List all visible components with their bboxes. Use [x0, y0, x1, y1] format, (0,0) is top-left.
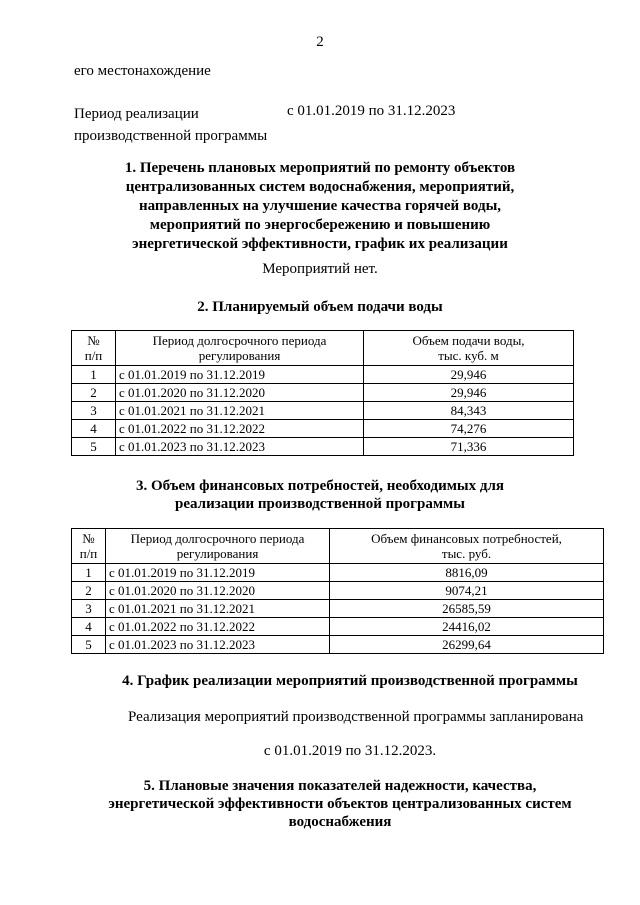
section4-text-line2: с 01.01.2019 по 31.12.2023. [263, 743, 437, 759]
row-value-cell: 26299,64 [330, 636, 604, 654]
section3-title-line: реализации производственной программы [175, 496, 465, 512]
row-period-cell: с 01.01.2021 по 31.12.2021 [116, 402, 364, 420]
table-row [72, 384, 574, 402]
section5-title-line: водоснабжения [288, 814, 392, 830]
section3-title [0, 477, 640, 513]
row-value-cell: 29,946 [364, 366, 574, 384]
location-line: его местонахождение [74, 63, 211, 79]
table-row [72, 618, 604, 636]
row-value-cell: 71,336 [364, 438, 574, 456]
row-number-cell: 5 [72, 636, 106, 654]
page-number: 2 [316, 34, 324, 50]
row-number-cell: 1 [72, 564, 106, 582]
col-header-number: № п/п [72, 331, 116, 366]
table-row [72, 438, 574, 456]
col-header-number: № п/п [72, 529, 106, 564]
row-number-cell: 3 [72, 600, 106, 618]
row-period-cell: с 01.01.2022 по 31.12.2022 [116, 420, 364, 438]
section1-title-line: мероприятий по энергосбережению и повышению [149, 217, 491, 233]
row-number-cell: 2 [72, 582, 106, 600]
period-value: с 01.01.2019 по 31.12.2023 [287, 103, 456, 119]
table-row [72, 402, 574, 420]
row-value-cell: 26585,59 [330, 600, 604, 618]
row-period-cell: с 01.01.2023 по 31.12.2023 [116, 438, 364, 456]
table-row [72, 420, 574, 438]
row-period-cell: с 01.01.2020 по 31.12.2020 [116, 384, 364, 402]
table-row [72, 636, 604, 654]
row-value-cell: 84,343 [364, 402, 574, 420]
table-header-row [72, 331, 574, 366]
section1-title-line: 1. Перечень плановых мероприятий по ремонту объектов [124, 160, 516, 176]
table-row [72, 564, 604, 582]
section1-text: Мероприятий нет. [262, 261, 378, 277]
period-label-line2: производственной программы [74, 128, 268, 144]
col-header-finance: Объем финансовых потребностей, тыс. руб. [330, 529, 604, 564]
row-value-cell: 29,946 [364, 384, 574, 402]
table-row [72, 366, 574, 384]
section3-title-line: 3. Объем финансовых потребностей, необходимых для [135, 478, 505, 494]
row-period-cell: с 01.01.2019 по 31.12.2019 [106, 564, 330, 582]
section5-title-line: 5. Плановые значения показателей надежности, качества, [143, 778, 537, 794]
finance-table [71, 528, 604, 654]
row-number-cell: 4 [72, 618, 106, 636]
col-header-volume: Объем подачи воды, тыс. куб. м [364, 331, 574, 366]
row-number-cell: 3 [72, 402, 116, 420]
table-header-row [72, 529, 604, 564]
section2-title: 2. Планируемый объем подачи воды [197, 299, 443, 315]
row-number-cell: 2 [72, 384, 116, 402]
section1-title-line: централизованных систем водоснабжения, мероприятий, [125, 179, 515, 195]
row-number-cell: 4 [72, 420, 116, 438]
row-period-cell: с 01.01.2023 по 31.12.2023 [106, 636, 330, 654]
row-number-cell: 5 [72, 438, 116, 456]
row-number-cell: 1 [72, 366, 116, 384]
section1-title [0, 159, 640, 254]
section1-title-line: энергетической эффективности, график их реализации [132, 236, 508, 252]
section4-text-line1: Реализация мероприятий производственной программы запланирована [128, 709, 584, 725]
table-row [72, 600, 604, 618]
section1-title-line: направленных на улучшение качества горячей воды, [138, 198, 502, 214]
col-header-period: Период долгосрочного периода регулирования [116, 331, 364, 366]
section5-title-line: энергетической эффективности объектов централизованных систем [108, 796, 572, 812]
row-value-cell: 74,276 [364, 420, 574, 438]
period-label [74, 103, 267, 147]
row-value-cell: 24416,02 [330, 618, 604, 636]
row-value-cell: 8816,09 [330, 564, 604, 582]
table-row [72, 582, 604, 600]
col-header-period: Период долгосрочного периода регулирования [106, 529, 330, 564]
period-label-line1: Период реализации [74, 106, 199, 122]
section4-title: 4. График реализации мероприятий производственной программы [122, 673, 578, 689]
row-period-cell: с 01.01.2021 по 31.12.2021 [106, 600, 330, 618]
row-value-cell: 9074,21 [330, 582, 604, 600]
row-period-cell: с 01.01.2022 по 31.12.2022 [106, 618, 330, 636]
section5-title [0, 777, 640, 831]
row-period-cell: с 01.01.2020 по 31.12.2020 [106, 582, 330, 600]
water-supply-table [71, 330, 574, 456]
row-period-cell: с 01.01.2019 по 31.12.2019 [116, 366, 364, 384]
